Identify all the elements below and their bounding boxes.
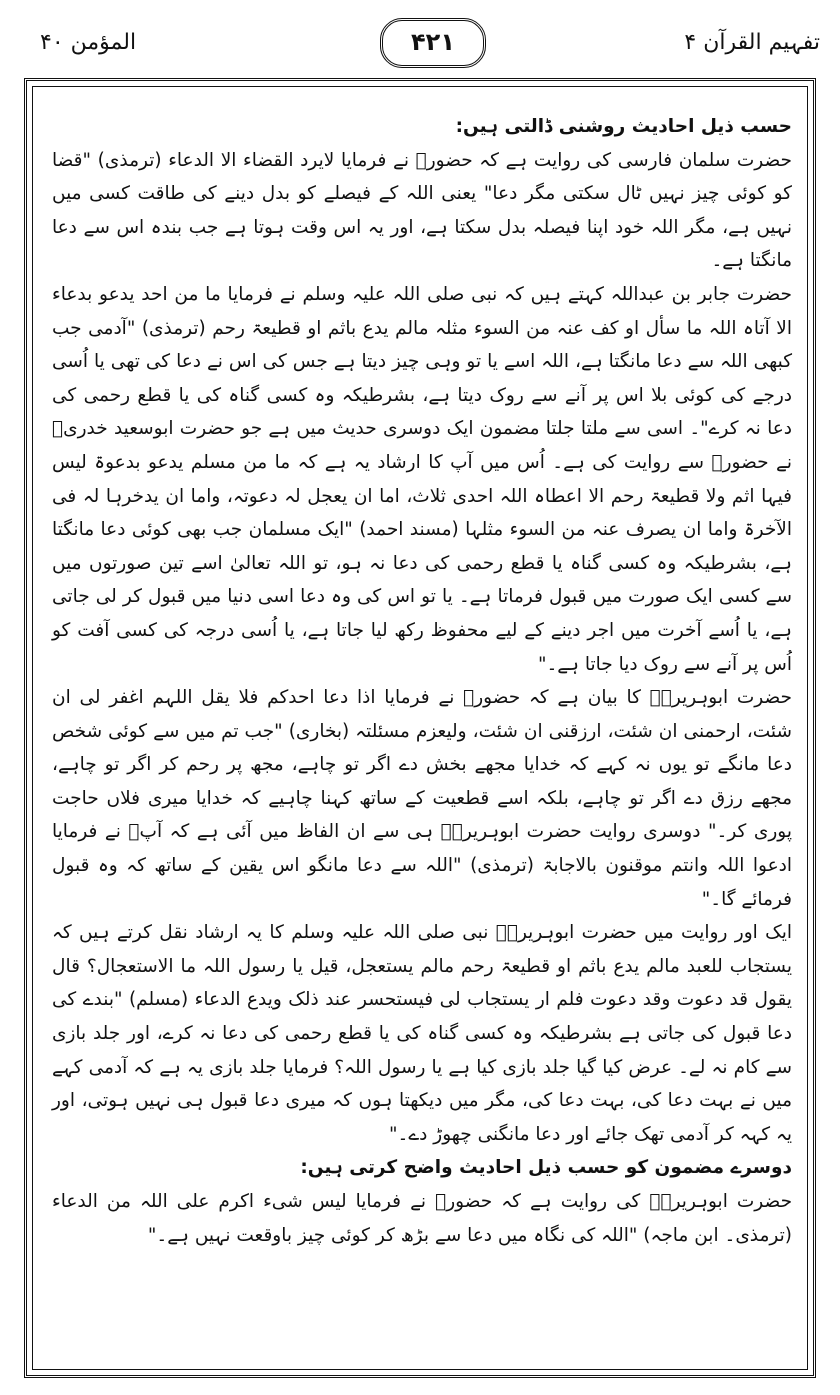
paragraph-abu-hurairah-3: حضرت ابوہریرہؓ کی روایت ہے کہ حضورؐ نے فرمایا لیس شیء اکرم علی اللہ من الدعاء (ترمذی۔ ابن ماجہ) "اللہ کی نگاہ میں دعا سے بڑھ کر کوئی چیز باوقعت نہیں ہے۔" (52, 1191, 792, 1246)
surah-running-title: المؤمن ۴۰ (40, 30, 137, 55)
paragraph-second-theme: دوسرے مضمون کو حسب ذیل احادیث واضح کرتی ہیں: (300, 1157, 792, 1179)
paragraph-intro: حسب ذیل احادیث روشنی ڈالتی ہیں: (455, 116, 792, 137)
paragraph-salman-farsi: حضرت سلمان فارسی کی روایت ہے کہ حضورؐ نے فرمایا لایرد القضاء الا الدعاء (ترمذی) "قضا کو کوئی چیز نہیں ٹال سکتی مگر دعا" یعنی اللہ کے فیصلے کو بدل دینے کی طاقت کسی میں نہیں ہے، مگر اللہ خود اپنا فیصلہ بدل سکتا ہے، اور یہ اس وقت ہوتا ہے جب بندہ اس سے دعا مانگتا ہے۔ (52, 149, 792, 272)
book-running-title: تفہیم القرآن ۴ (684, 30, 820, 55)
page-header (40, 18, 820, 68)
paragraph-abu-hurairah-2: ایک اور روایت میں حضرت ابوہریرہؓ نبی صلی اللہ علیہ وسلم کا یہ ارشاد نقل کرتے ہیں کہ یستجاب للعبد مالم یدع باثم او قطیعۃ رحم مالم یستعجل، قیل یا رسول اللہ ما الاستعجال؟ قال یقول قد دعوت وقد دعوت فلم ار یستجاب لی فیستحسر عند ذلک ویدع الدعاء (مسلم) "بندے کی دعا قبول کی جاتی ہے بشرطیکہ وہ کسی گناہ کی یا قطع رحمی کی دعا نہ کرے، اور جلد بازی سے کام نہ لے۔ عرض کیا گیا جلد بازی کیا ہے یا رسول اللہ؟ فرمایا جلد بازی یہ ہے کہ آدمی کہے میں نے بہت دعا کی، بہت دعا کی، مگر میں دیکھتا ہوں کہ میری دعا قبول ہی نہیں ہوتی، اور یہ کہہ کر آدمی تھک جائے اور دعا مانگنی چھوڑ دے۔" (52, 922, 792, 1145)
page-number-badge: ۴۲۱ (380, 18, 486, 68)
paragraph-jabir: حضرت جابر بن عبداللہ کہتے ہیں کہ نبی صلی اللہ علیہ وسلم نے فرمایا ما من احد یدعو بدعاء الا آتاہ اللہ ما سأل او کف عنہ من السوء مثلہ مالم یدع باثم او قطیعۃ رحم (ترمذی) "آدمی جب کبھی اللہ سے دعا مانگتا ہے، اللہ اسے یا تو وہی چیز دیتا ہے جس کی اس نے دعا کی تھی یا اُسی درجے کی کوئی بلا اس پر آنے سے روک دیتا ہے، بشرطیکہ وہ کسی گناہ کی یا قطع رحمی کی دعا نہ کرے"۔ اسی سے ملتا جلتا مضمون ایک دوسری حدیث میں ہے جو حضرت ابوسعید خدریؓ نے حضورؐ سے روایت کی ہے۔ اُس میں آپ کا ارشاد یہ ہے کہ ما من مسلم یدعو بدعوۃ لیس فیہا اثم ولا قطیعۃ رحم الا اعطاہ اللہ احدی ثلاث، اما ان یعجل لہ دعوتہ، واما ان یدخرہا لہ فی الآخرۃ واما ان یصرف عنہ من السوء مثلہا (مسند احمد) "ایک مسلمان جب بھی کوئی دعا مانگتا ہے، بشرطیکہ وہ کسی گناہ یا قطع رحمی کی دعا نہ ہو، تو اللہ تعالیٰ اسے تین صورتوں میں سے کسی ایک صورت میں قبول فرماتا ہے۔ یا تو اس کی وہ دعا اسی دنیا میں قبول کر لی جاتی ہے، یا اُسے آخرت میں اجر دینے کے لیے محفوظ رکھ لیا جاتا ہے، یا اُسی درجہ کی کسی آفت کو اُس پر آنے سے روک دیا جاتا ہے۔" (52, 283, 792, 675)
paragraph-abu-hurairah-1: حضرت ابوہریرہؓ کا بیان ہے کہ حضورؐ نے فرمایا اذا دعا احدکم فلا یقل اللہم اغفر لی ان شئت، ارحمنی ان شئت، ارزقنی ان شئت، ولیعزم مسئلتہ (بخاری) "جب تم میں سے کوئی شخص دعا مانگے تو یوں نہ کہے کہ خدایا مجھے بخش دے اگر تو چاہے، مجھ پر رحم کر اگر تو چاہے، مجھے رزق دے اگر تو چاہے، بلکہ اسے قطعیت کے ساتھ کہنا چاہیے کہ خدایا میری فلاں حاجت پوری کر۔" دوسری روایت حضرت ابوہریرہؓ ہی سے ان الفاظ میں آئی ہے کہ آپؐ نے فرمایا ادعوا اللہ وانتم موقنون بالاجابۃ (ترمذی) "اللہ سے دعا مانگو اس یقین کے ساتھ کہ وہ قبول فرمائے گا۔" (52, 687, 792, 910)
body-text (52, 110, 792, 1370)
